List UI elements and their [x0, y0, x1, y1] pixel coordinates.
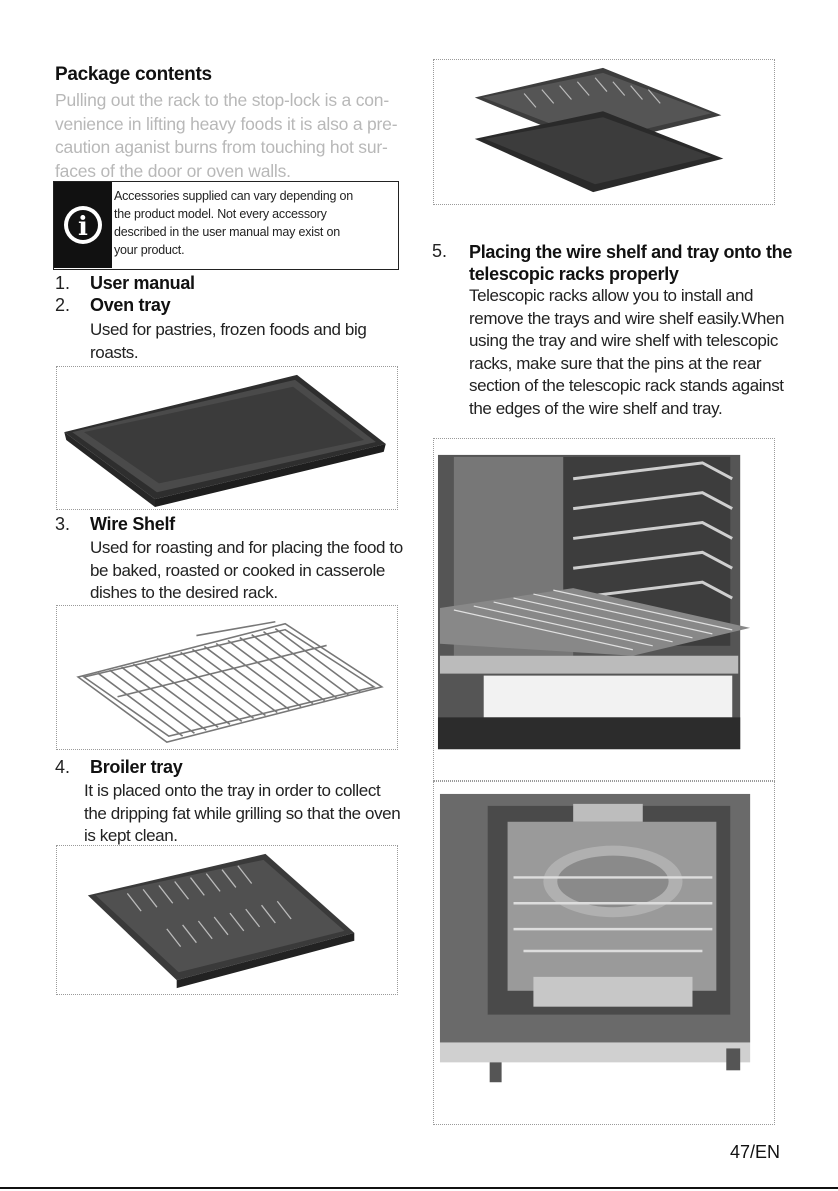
item-description: [90, 319, 366, 364]
note-line: Accessories supplied can vary depending on: [114, 189, 353, 203]
item-number: 2.: [55, 295, 71, 315]
intro-line: faces of the door or oven walls.: [55, 160, 291, 181]
description-line: Telescopic racks allow you to install and: [469, 286, 754, 305]
intro-line: Pulling out the rack to the stop-lock is a con-: [55, 90, 389, 110]
description-line: the edges of the wire shelf and tray.: [469, 398, 723, 418]
wire-shelf-image: [56, 605, 398, 750]
note-line: described in the user manual may exist on: [114, 225, 340, 239]
description-line: the dripping fat while grilling so that the oven: [84, 803, 401, 823]
description-line: Used for roasting and for placing the food to: [90, 538, 403, 557]
broiler-tray-image: [56, 845, 398, 995]
description-line: Used for pastries, frozen foods and big: [90, 320, 367, 339]
oven-tray-image: [56, 366, 398, 510]
intro-line: venience in lifting heavy foods it is also a pre-: [55, 113, 398, 134]
item-number: 3.: [55, 514, 71, 534]
note-line: your product.: [114, 243, 185, 257]
info-icon: [54, 182, 112, 268]
note-text: [114, 187, 353, 259]
item-description: [84, 780, 400, 848]
item-title-user-manual: User manual: [90, 273, 195, 293]
note-line: the product model. Not every accessory: [114, 207, 327, 221]
telescopic-racks-illustration: [434, 439, 774, 780]
item-description: [90, 537, 403, 605]
description-line: is kept clean.: [84, 826, 178, 845]
broiler-tray-illustration: [57, 846, 397, 994]
description-line: section of the telescopic rack stands against: [469, 376, 784, 395]
svg-text:i: i: [78, 212, 88, 242]
description-line: racks, make sure that the pins at the rear: [469, 353, 762, 373]
item-title-wire-shelf: Wire Shelf: [90, 514, 175, 534]
item-title-oven-tray: Oven tray: [90, 295, 171, 315]
intro-line: caution aganist burns from touching hot sur-: [55, 137, 388, 157]
intro-paragraph: [55, 89, 397, 183]
description-line: roasts.: [90, 342, 139, 362]
description-line: using the tray and wire shelf with telescopic: [469, 331, 778, 350]
description-line: remove the trays and wire shelf easily.When: [469, 308, 785, 328]
page-number: 47/EN: [730, 1142, 781, 1162]
description-line: be baked, roasted or cooked in casserole: [90, 560, 385, 580]
footer-rule: [0, 1187, 838, 1189]
section-heading: Package contents: [55, 64, 212, 85]
wire-shelf-illustration: [57, 606, 397, 749]
item-title-placing-wire-shelf: [469, 241, 792, 285]
description-line: dishes to the desired rack.: [90, 583, 278, 602]
oven-interior-illustration: [434, 782, 774, 1124]
tray-and-broiler-image: [433, 59, 775, 205]
tray-and-broiler-illustration: [434, 60, 774, 204]
item-number: 4.: [55, 757, 71, 777]
item-title-broiler-tray: Broiler tray: [90, 757, 183, 777]
item-number: 5.: [432, 241, 448, 261]
item-number: 1.: [55, 273, 71, 293]
title-line: Placing the wire shelf and tray onto the: [469, 242, 793, 262]
oven-interior-image: [433, 781, 775, 1125]
telescopic-racks-image: [433, 438, 775, 781]
description-line: It is placed onto the tray in order to collect: [84, 781, 381, 800]
info-icon-box: [54, 182, 112, 268]
title-line: telescopic racks properly: [469, 264, 679, 284]
info-note: [53, 181, 399, 270]
item-description: [469, 285, 784, 420]
oven-tray-illustration: [57, 367, 397, 509]
